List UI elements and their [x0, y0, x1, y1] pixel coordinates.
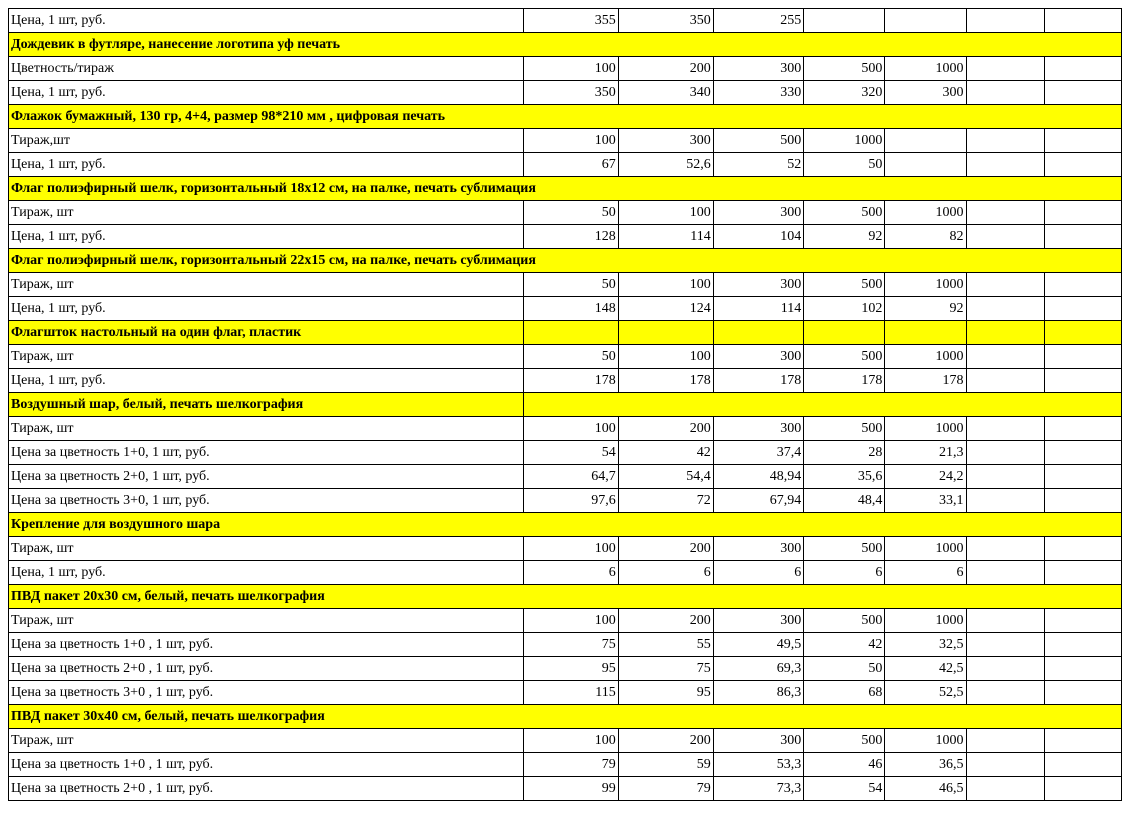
value-cell[interactable] — [885, 129, 966, 153]
value-cell[interactable]: 178 — [523, 369, 618, 393]
value-cell[interactable]: 59 — [618, 753, 713, 777]
value-cell[interactable]: 1000 — [885, 273, 966, 297]
value-cell[interactable] — [1044, 657, 1121, 681]
value-cell[interactable] — [1044, 9, 1121, 33]
value-cell[interactable]: 79 — [618, 777, 713, 801]
value-cell[interactable] — [1044, 537, 1121, 561]
value-cell[interactable]: 52 — [713, 153, 803, 177]
table-row — [9, 465, 1122, 489]
value-cell[interactable] — [1044, 153, 1121, 177]
value-cell[interactable]: 50 — [523, 201, 618, 225]
value-cell[interactable] — [966, 57, 1044, 81]
value-cell[interactable] — [1044, 489, 1121, 513]
value-cell[interactable] — [966, 201, 1044, 225]
value-cell[interactable]: 1000 — [804, 129, 885, 153]
value-cell[interactable]: 79 — [523, 753, 618, 777]
value-cell[interactable] — [966, 153, 1044, 177]
header-fill-cell[interactable] — [523, 393, 1121, 417]
table-row — [9, 657, 1122, 681]
row-label-cell[interactable]: Цена, 1 шт, руб. — [9, 297, 524, 321]
table-row — [9, 753, 1122, 777]
value-cell[interactable]: 100 — [523, 537, 618, 561]
value-cell[interactable] — [1044, 465, 1121, 489]
table-row — [9, 57, 1122, 81]
row-label-cell[interactable]: Тираж, шт — [9, 609, 524, 633]
value-cell[interactable]: 115 — [523, 681, 618, 705]
value-cell[interactable]: 104 — [713, 225, 803, 249]
value-cell[interactable]: 21,3 — [885, 441, 966, 465]
value-cell[interactable] — [1044, 633, 1121, 657]
value-cell[interactable] — [966, 609, 1044, 633]
value-cell[interactable]: 500 — [804, 609, 885, 633]
value-cell[interactable]: 1000 — [885, 609, 966, 633]
header-empty-cell[interactable] — [885, 321, 966, 345]
value-cell[interactable]: 500 — [804, 57, 885, 81]
value-cell[interactable]: 86,3 — [713, 681, 803, 705]
value-cell[interactable] — [885, 153, 966, 177]
value-cell[interactable]: 42 — [618, 441, 713, 465]
value-cell[interactable]: 1000 — [885, 729, 966, 753]
value-cell[interactable]: 67 — [523, 153, 618, 177]
row-label-cell[interactable]: Цена, 1 шт, руб. — [9, 9, 524, 33]
value-cell[interactable]: 46,5 — [885, 777, 966, 801]
value-cell[interactable]: 255 — [713, 9, 803, 33]
value-cell[interactable] — [1044, 561, 1121, 585]
row-label-cell[interactable]: Тираж, шт — [9, 273, 524, 297]
section-header-row — [9, 249, 1122, 273]
value-cell[interactable]: 54 — [523, 441, 618, 465]
value-cell[interactable]: 42,5 — [885, 657, 966, 681]
value-cell[interactable] — [966, 81, 1044, 105]
value-cell[interactable]: 55 — [618, 633, 713, 657]
value-cell[interactable]: 500 — [804, 273, 885, 297]
value-cell[interactable]: 200 — [618, 417, 713, 441]
value-cell[interactable]: 500 — [804, 201, 885, 225]
table-row — [9, 129, 1122, 153]
value-cell[interactable]: 68 — [804, 681, 885, 705]
header-empty-cell[interactable] — [804, 321, 885, 345]
value-cell[interactable]: 500 — [713, 129, 803, 153]
value-cell[interactable]: 100 — [523, 729, 618, 753]
value-cell[interactable] — [1044, 225, 1121, 249]
table-row — [9, 777, 1122, 801]
value-cell[interactable]: 200 — [618, 537, 713, 561]
value-cell[interactable]: 82 — [885, 225, 966, 249]
value-cell[interactable]: 6 — [523, 561, 618, 585]
section-header-row — [9, 321, 1122, 345]
value-cell[interactable] — [1044, 297, 1121, 321]
value-cell[interactable]: 300 — [713, 609, 803, 633]
value-cell[interactable]: 75 — [523, 633, 618, 657]
value-cell[interactable] — [885, 9, 966, 33]
section-header-row — [9, 585, 1122, 609]
value-cell[interactable]: 1000 — [885, 57, 966, 81]
value-cell[interactable] — [1044, 57, 1121, 81]
price-table-body — [9, 9, 1122, 801]
value-cell[interactable] — [1044, 417, 1121, 441]
value-cell[interactable]: 42 — [804, 633, 885, 657]
row-label-cell[interactable]: Цена, 1 шт, руб. — [9, 561, 524, 585]
value-cell[interactable]: 124 — [618, 297, 713, 321]
value-cell[interactable]: 28 — [804, 441, 885, 465]
value-cell[interactable] — [1044, 729, 1121, 753]
section-title[interactable]: Флажок бумажный, 130 гр, 4+4, размер 98*210 мм , цифровая печать — [9, 105, 1122, 129]
value-cell[interactable]: 500 — [804, 537, 885, 561]
row-label-cell[interactable]: Цена, 1 шт, руб. — [9, 225, 524, 249]
value-cell[interactable]: 1000 — [885, 537, 966, 561]
value-cell[interactable]: 36,5 — [885, 753, 966, 777]
value-cell[interactable] — [966, 369, 1044, 393]
row-label-cell[interactable]: Цена, 1 шт, руб. — [9, 369, 524, 393]
table-row — [9, 201, 1122, 225]
row-label-cell[interactable]: Цена за цветность 3+0, 1 шт, руб. — [9, 489, 524, 513]
row-label-cell[interactable]: Цена, 1 шт, руб. — [9, 153, 524, 177]
table-row — [9, 489, 1122, 513]
value-cell[interactable]: 300 — [713, 417, 803, 441]
value-cell[interactable]: 500 — [804, 345, 885, 369]
row-label-cell[interactable]: Цена за цветность 1+0 , 1 шт, руб. — [9, 753, 524, 777]
value-cell[interactable]: 75 — [618, 657, 713, 681]
value-cell[interactable] — [966, 225, 1044, 249]
value-cell[interactable]: 50 — [804, 657, 885, 681]
table-row — [9, 729, 1122, 753]
header-empty-cell[interactable] — [523, 321, 618, 345]
value-cell[interactable] — [966, 345, 1044, 369]
section-header-row — [9, 177, 1122, 201]
row-label-cell[interactable]: Цена за цветность 1+0 , 1 шт, руб. — [9, 633, 524, 657]
value-cell[interactable] — [1044, 777, 1121, 801]
table-row — [9, 9, 1122, 33]
value-cell[interactable]: 49,5 — [713, 633, 803, 657]
table-row — [9, 273, 1122, 297]
value-cell[interactable] — [1044, 81, 1121, 105]
value-cell[interactable] — [966, 657, 1044, 681]
value-cell[interactable]: 300 — [713, 345, 803, 369]
value-cell[interactable]: 102 — [804, 297, 885, 321]
value-cell[interactable] — [966, 417, 1044, 441]
value-cell[interactable]: 6 — [804, 561, 885, 585]
value-cell[interactable]: 35,6 — [804, 465, 885, 489]
value-cell[interactable]: 54 — [804, 777, 885, 801]
value-cell[interactable]: 54,4 — [618, 465, 713, 489]
value-cell[interactable]: 100 — [618, 201, 713, 225]
section-header-row — [9, 105, 1122, 129]
row-label-cell[interactable]: Цена за цветность 3+0 , 1 шт, руб. — [9, 681, 524, 705]
value-cell[interactable]: 300 — [885, 81, 966, 105]
value-cell[interactable]: 300 — [713, 273, 803, 297]
value-cell[interactable]: 300 — [713, 729, 803, 753]
row-label-cell[interactable]: Тираж, шт — [9, 417, 524, 441]
value-cell[interactable]: 48,94 — [713, 465, 803, 489]
value-cell[interactable]: 300 — [618, 129, 713, 153]
value-cell[interactable] — [1044, 369, 1121, 393]
value-cell[interactable] — [1044, 441, 1121, 465]
value-cell[interactable]: 50 — [523, 345, 618, 369]
value-cell[interactable] — [966, 9, 1044, 33]
value-cell[interactable] — [966, 441, 1044, 465]
value-cell[interactable]: 114 — [618, 225, 713, 249]
value-cell[interactable]: 95 — [618, 681, 713, 705]
value-cell[interactable]: 6 — [885, 561, 966, 585]
value-cell[interactable]: 48,4 — [804, 489, 885, 513]
value-cell[interactable] — [966, 729, 1044, 753]
section-title[interactable]: Воздушный шар, белый, печать шелкография — [9, 393, 524, 417]
header-empty-cell[interactable] — [618, 321, 713, 345]
value-cell[interactable]: 53,3 — [713, 753, 803, 777]
value-cell[interactable]: 178 — [885, 369, 966, 393]
section-title[interactable]: Дождевик в футляре, нанесение логотипа уф печать — [9, 33, 1122, 57]
row-label-cell[interactable]: Тираж,шт — [9, 129, 524, 153]
table-row — [9, 345, 1122, 369]
section-title[interactable]: Флаг полиэфирный шелк, горизонтальный 22х15 см, на палке, печать сублимация — [9, 249, 1122, 273]
row-label-cell[interactable]: Цена за цветность 2+0 , 1 шт, руб. — [9, 777, 524, 801]
row-label-cell[interactable]: Тираж, шт — [9, 729, 524, 753]
header-empty-cell[interactable] — [966, 321, 1044, 345]
section-header-row — [9, 33, 1122, 57]
table-row — [9, 681, 1122, 705]
value-cell[interactable]: 100 — [523, 129, 618, 153]
value-cell[interactable]: 67,94 — [713, 489, 803, 513]
value-cell[interactable]: 178 — [804, 369, 885, 393]
value-cell[interactable] — [1044, 273, 1121, 297]
value-cell[interactable]: 320 — [804, 81, 885, 105]
value-cell[interactable] — [966, 129, 1044, 153]
row-label-cell[interactable]: Цветность/тираж — [9, 57, 524, 81]
value-cell[interactable]: 1000 — [885, 417, 966, 441]
section-title[interactable]: Флаг полиэфирный шелк, горизонтальный 18х12 см, на палке, печать сублимация — [9, 177, 1122, 201]
table-row — [9, 297, 1122, 321]
value-cell[interactable] — [966, 273, 1044, 297]
value-cell[interactable] — [1044, 753, 1121, 777]
value-cell[interactable]: 114 — [713, 297, 803, 321]
value-cell[interactable]: 300 — [713, 57, 803, 81]
value-cell[interactable] — [1044, 201, 1121, 225]
value-cell[interactable]: 128 — [523, 225, 618, 249]
row-label-cell[interactable]: Цена за цветность 1+0, 1 шт, руб. — [9, 441, 524, 465]
section-header-row — [9, 513, 1122, 537]
header-empty-cell[interactable] — [713, 321, 803, 345]
value-cell[interactable]: 73,3 — [713, 777, 803, 801]
value-cell[interactable]: 500 — [804, 417, 885, 441]
value-cell[interactable]: 500 — [804, 729, 885, 753]
table-row — [9, 441, 1122, 465]
table-row — [9, 369, 1122, 393]
value-cell[interactable]: 37,4 — [713, 441, 803, 465]
value-cell[interactable]: 6 — [618, 561, 713, 585]
table-row — [9, 633, 1122, 657]
value-cell[interactable]: 50 — [804, 153, 885, 177]
value-cell[interactable]: 52,6 — [618, 153, 713, 177]
value-cell[interactable]: 148 — [523, 297, 618, 321]
value-cell[interactable] — [966, 681, 1044, 705]
value-cell[interactable]: 99 — [523, 777, 618, 801]
row-label-cell[interactable]: Тираж, шт — [9, 537, 524, 561]
table-row — [9, 561, 1122, 585]
value-cell[interactable]: 300 — [713, 201, 803, 225]
value-cell[interactable]: 300 — [713, 537, 803, 561]
value-cell[interactable]: 330 — [713, 81, 803, 105]
value-cell[interactable]: 6 — [713, 561, 803, 585]
value-cell[interactable]: 32,5 — [885, 633, 966, 657]
header-empty-cell[interactable] — [1044, 321, 1121, 345]
value-cell[interactable]: 350 — [618, 9, 713, 33]
value-cell[interactable]: 100 — [618, 273, 713, 297]
value-cell[interactable] — [966, 489, 1044, 513]
table-row — [9, 537, 1122, 561]
price-table — [8, 8, 1122, 801]
value-cell[interactable]: 92 — [804, 225, 885, 249]
value-cell[interactable] — [804, 9, 885, 33]
section-header-row — [9, 393, 1122, 417]
row-label-cell[interactable]: Цена за цветность 2+0 , 1 шт, руб. — [9, 657, 524, 681]
value-cell[interactable]: 200 — [618, 57, 713, 81]
value-cell[interactable] — [966, 777, 1044, 801]
value-cell[interactable]: 100 — [523, 57, 618, 81]
value-cell[interactable]: 200 — [618, 729, 713, 753]
table-row — [9, 153, 1122, 177]
value-cell[interactable] — [1044, 609, 1121, 633]
value-cell[interactable]: 100 — [523, 609, 618, 633]
value-cell[interactable]: 340 — [618, 81, 713, 105]
row-label-cell[interactable]: Тираж, шт — [9, 201, 524, 225]
value-cell[interactable] — [966, 297, 1044, 321]
table-row — [9, 81, 1122, 105]
section-title[interactable]: ПВД пакет 30х40 см, белый, печать шелкография — [9, 705, 1122, 729]
value-cell[interactable]: 33,1 — [885, 489, 966, 513]
value-cell[interactable]: 350 — [523, 81, 618, 105]
value-cell[interactable]: 24,2 — [885, 465, 966, 489]
value-cell[interactable] — [1044, 345, 1121, 369]
value-cell[interactable]: 72 — [618, 489, 713, 513]
value-cell[interactable]: 178 — [713, 369, 803, 393]
value-cell[interactable]: 100 — [618, 345, 713, 369]
value-cell[interactable]: 92 — [885, 297, 966, 321]
value-cell[interactable]: 52,5 — [885, 681, 966, 705]
value-cell[interactable]: 46 — [804, 753, 885, 777]
section-title[interactable]: ПВД пакет 20х30 см, белый, печать шелкография — [9, 585, 1122, 609]
value-cell[interactable]: 1000 — [885, 345, 966, 369]
value-cell[interactable] — [1044, 681, 1121, 705]
value-cell[interactable] — [966, 537, 1044, 561]
section-title[interactable]: Флагшток настольный на один флаг, пластик — [9, 321, 524, 345]
value-cell[interactable]: 1000 — [885, 201, 966, 225]
value-cell[interactable]: 97,6 — [523, 489, 618, 513]
row-label-cell[interactable]: Тираж, шт — [9, 345, 524, 369]
table-row — [9, 225, 1122, 249]
value-cell[interactable] — [966, 465, 1044, 489]
section-header-row — [9, 705, 1122, 729]
value-cell[interactable] — [1044, 129, 1121, 153]
row-label-cell[interactable]: Цена за цветность 2+0, 1 шт, руб. — [9, 465, 524, 489]
section-title[interactable]: Крепление для воздушного шара — [9, 513, 1122, 537]
row-label-cell[interactable]: Цена, 1 шт, руб. — [9, 81, 524, 105]
value-cell[interactable]: 100 — [523, 417, 618, 441]
value-cell[interactable]: 64,7 — [523, 465, 618, 489]
table-row — [9, 417, 1122, 441]
value-cell[interactable]: 50 — [523, 273, 618, 297]
value-cell[interactable]: 200 — [618, 609, 713, 633]
table-row — [9, 609, 1122, 633]
value-cell[interactable]: 178 — [618, 369, 713, 393]
value-cell[interactable] — [966, 753, 1044, 777]
value-cell[interactable] — [966, 633, 1044, 657]
value-cell[interactable]: 95 — [523, 657, 618, 681]
value-cell[interactable]: 355 — [523, 9, 618, 33]
value-cell[interactable] — [966, 561, 1044, 585]
value-cell[interactable]: 69,3 — [713, 657, 803, 681]
